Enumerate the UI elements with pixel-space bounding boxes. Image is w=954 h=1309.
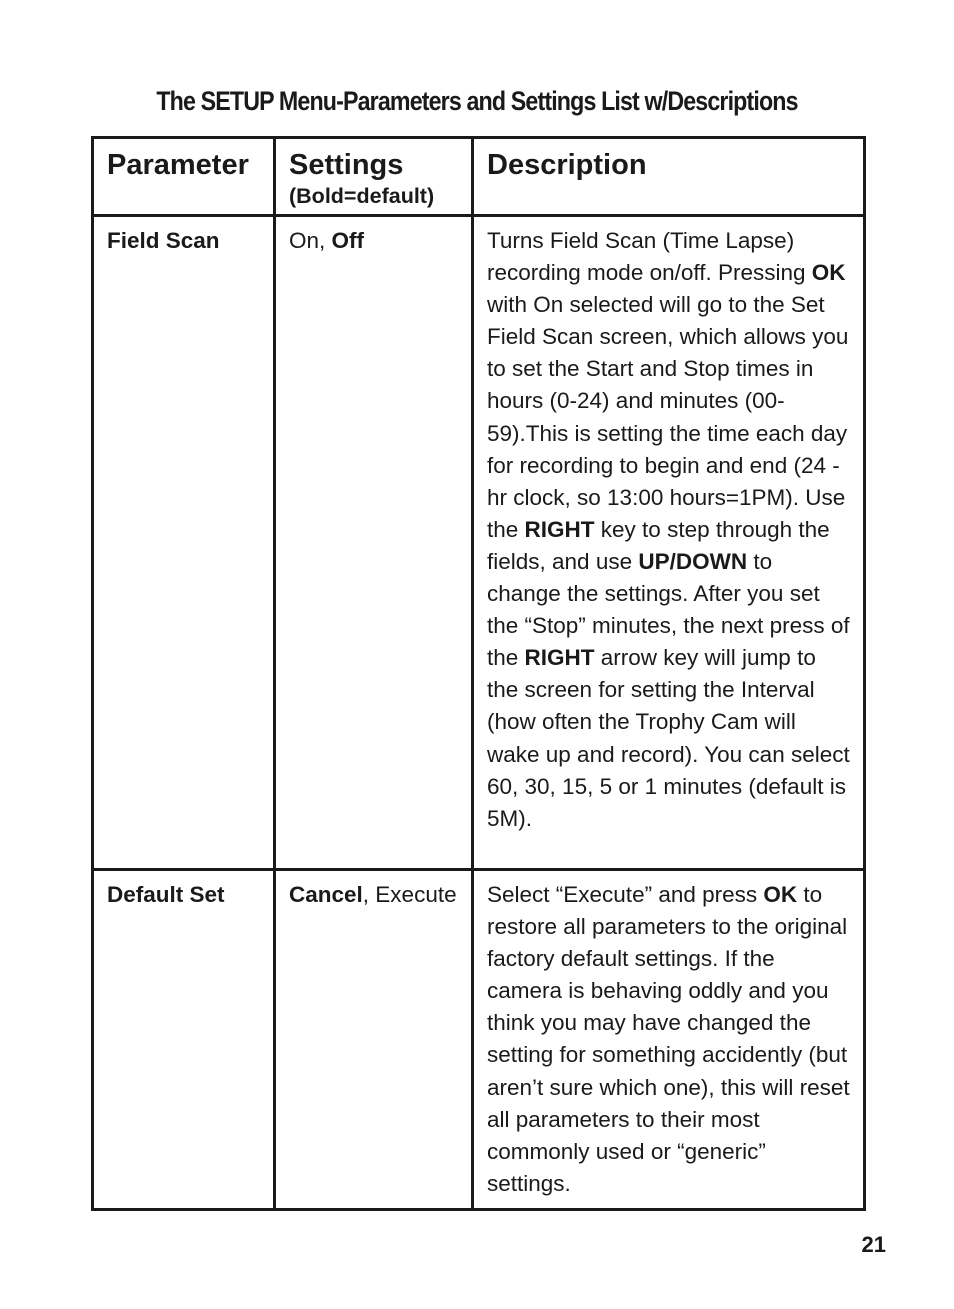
bold-text: Off xyxy=(331,228,365,253)
table-row xyxy=(93,870,865,1210)
bold-text: Cancel xyxy=(289,882,363,907)
bold-text: RIGHT xyxy=(524,645,595,671)
parameter-cell: Field Scan xyxy=(93,216,275,870)
text-run: , Execute xyxy=(362,882,457,907)
text-run: arrow key will jump to the screen for setting the Interval (how often the Trophy Cam will wake up and record). You can select 60, 30, 15, 5 or 1 minutes (default is 5M). xyxy=(487,645,850,831)
text-run: Select “Execute” and press xyxy=(487,882,764,907)
bold-text: UP/DOWN xyxy=(638,548,748,574)
header-description xyxy=(473,138,865,216)
parameters-table xyxy=(91,136,866,1211)
header-settings-note: (Bold=default) xyxy=(289,184,435,208)
bold-text: OK xyxy=(811,260,846,286)
text-run: On, xyxy=(289,228,332,253)
page-number: 21 xyxy=(861,1232,886,1257)
table-row xyxy=(93,216,865,870)
header-description-label: Description xyxy=(487,149,647,181)
bold-text: RIGHT xyxy=(524,516,595,542)
text-run: key to step through the fields, and use xyxy=(487,516,830,574)
description-cell xyxy=(473,216,865,870)
header-parameter xyxy=(93,138,275,216)
parameter-cell: Default Set xyxy=(93,870,275,1210)
table-header-row xyxy=(93,138,865,216)
header-settings xyxy=(275,138,473,216)
header-settings-label: Settings xyxy=(289,149,404,181)
settings-cell xyxy=(275,216,473,870)
page-title: The SETUP Menu-Parameters and Settings List w/Descriptions xyxy=(156,86,798,116)
text-run: to restore all parameters to the original factory default settings. If the camera is behaving oddly and you think you may have changed the setting for something accidently (but aren’t sure which one), this will reset all parameters to their most commonly used or “generic” settings. xyxy=(487,882,850,1196)
text-run: with On selected will go to the Set Field Scan screen, which allows you to set the Start and Stop times in hours (0-24) and minutes (00-59).This is setting the time each day for recording to begin and end (24 -hr clock, so 13:00 hours=1PM). Use the xyxy=(487,292,849,542)
bold-text: OK xyxy=(763,882,798,907)
description-cell xyxy=(473,870,865,1210)
text-run: Turns Field Scan (Time Lapse) recording mode on/off. Pressing xyxy=(487,228,812,286)
text-run: to change the settings. After you set the “Stop” minutes, the next press of the xyxy=(487,548,850,671)
header-parameter-label: Parameter xyxy=(107,149,249,181)
settings-cell xyxy=(275,870,473,1210)
